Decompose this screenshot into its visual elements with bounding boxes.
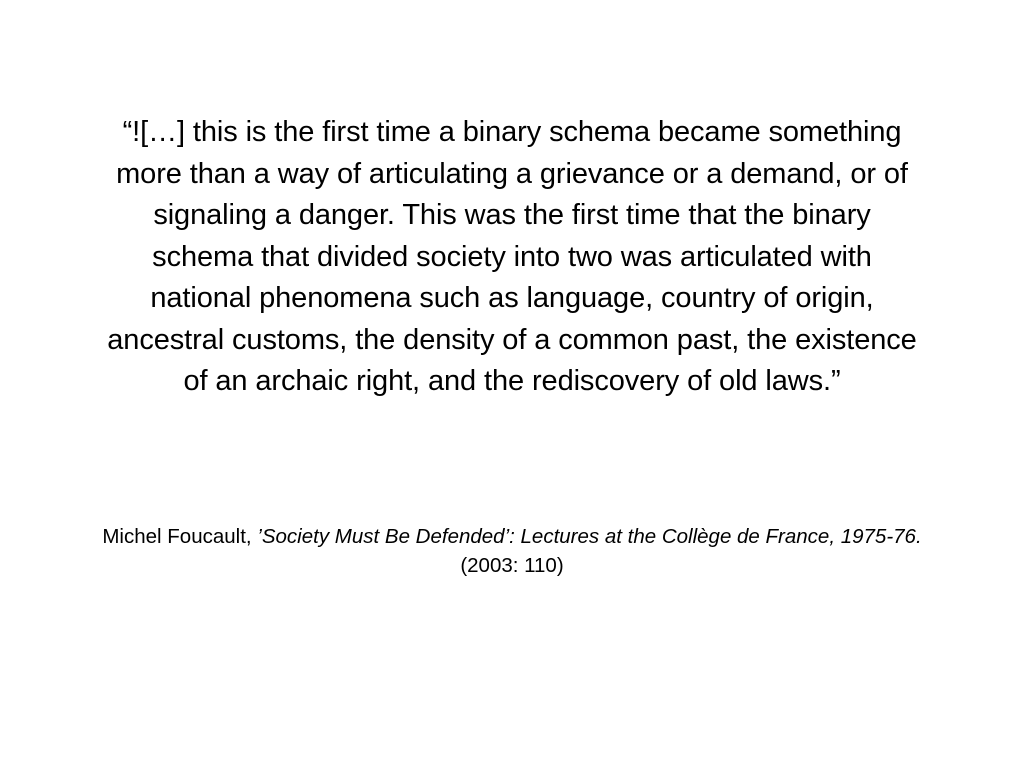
citation-author: Michel Foucault, (102, 525, 258, 548)
quote-text: “![…] this is the first time a binary schema became something more than a way of articulating a grievance or a demand, or of signaling a danger. This was the first time that the binary schema that divided society into two was articulated with national phenomena such as language, country of origin, ancestral customs, the density of a common past, the existence of an archaic right, and the rediscovery of old laws.” (107, 116, 917, 397)
citation (90, 522, 934, 580)
citation-work-title: ’Society Must Be Defended’: Lectures at the Collège de France, 1975-76. (257, 525, 922, 548)
citation-reference: (2003: 110) (460, 554, 564, 577)
